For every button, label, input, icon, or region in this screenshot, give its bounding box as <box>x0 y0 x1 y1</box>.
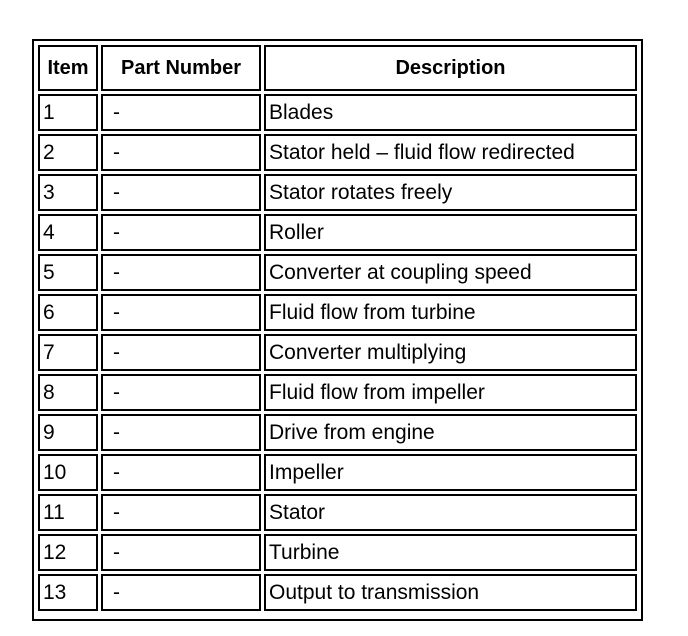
table-row <box>38 134 637 171</box>
table-row <box>38 174 637 211</box>
part-number-cell: - <box>101 294 261 331</box>
description-cell: Fluid flow from turbine <box>264 294 637 331</box>
table-body <box>38 94 637 611</box>
table-row <box>38 254 637 291</box>
item-cell: 8 <box>38 374 98 411</box>
part-number-cell: - <box>101 94 261 131</box>
item-cell: 11 <box>38 494 98 531</box>
item-cell: 13 <box>38 574 98 611</box>
part-number-cell: - <box>101 254 261 291</box>
description-cell: Turbine <box>264 534 637 571</box>
description-cell: Converter at coupling speed <box>264 254 637 291</box>
description-cell: Blades <box>264 94 637 131</box>
table-row <box>38 334 637 371</box>
table-row <box>38 294 637 331</box>
parts-legend-table-frame <box>32 39 643 621</box>
item-cell: 12 <box>38 534 98 571</box>
column-header-part-number: Part Number <box>101 45 261 91</box>
item-cell: 7 <box>38 334 98 371</box>
table-row <box>38 214 637 251</box>
description-cell: Fluid flow from impeller <box>264 374 637 411</box>
item-cell: 1 <box>38 94 98 131</box>
description-cell: Stator <box>264 494 637 531</box>
item-cell: 6 <box>38 294 98 331</box>
table-row <box>38 414 637 451</box>
column-header-item: Item <box>38 45 98 91</box>
description-cell: Output to transmission <box>264 574 637 611</box>
item-cell: 5 <box>38 254 98 291</box>
part-number-cell: - <box>101 374 261 411</box>
description-cell: Roller <box>264 214 637 251</box>
description-cell: Stator held – fluid flow redirected <box>264 134 637 171</box>
table-row <box>38 534 637 571</box>
part-number-cell: - <box>101 534 261 571</box>
table-row <box>38 374 637 411</box>
part-number-cell: - <box>101 174 261 211</box>
item-cell: 9 <box>38 414 98 451</box>
description-cell: Drive from engine <box>264 414 637 451</box>
table-row <box>38 94 637 131</box>
table-row <box>38 494 637 531</box>
table-header-row <box>38 45 637 91</box>
item-cell: 3 <box>38 174 98 211</box>
item-cell: 10 <box>38 454 98 491</box>
description-cell: Converter multiplying <box>264 334 637 371</box>
part-number-cell: - <box>101 214 261 251</box>
column-header-description: Description <box>264 45 637 91</box>
description-cell: Impeller <box>264 454 637 491</box>
item-cell: 2 <box>38 134 98 171</box>
table-row <box>38 574 637 611</box>
description-cell: Stator rotates freely <box>264 174 637 211</box>
part-number-cell: - <box>101 454 261 491</box>
part-number-cell: - <box>101 334 261 371</box>
item-cell: 4 <box>38 214 98 251</box>
parts-legend-table <box>35 42 640 614</box>
part-number-cell: - <box>101 134 261 171</box>
table-row <box>38 454 637 491</box>
part-number-cell: - <box>101 494 261 531</box>
part-number-cell: - <box>101 574 261 611</box>
part-number-cell: - <box>101 414 261 451</box>
